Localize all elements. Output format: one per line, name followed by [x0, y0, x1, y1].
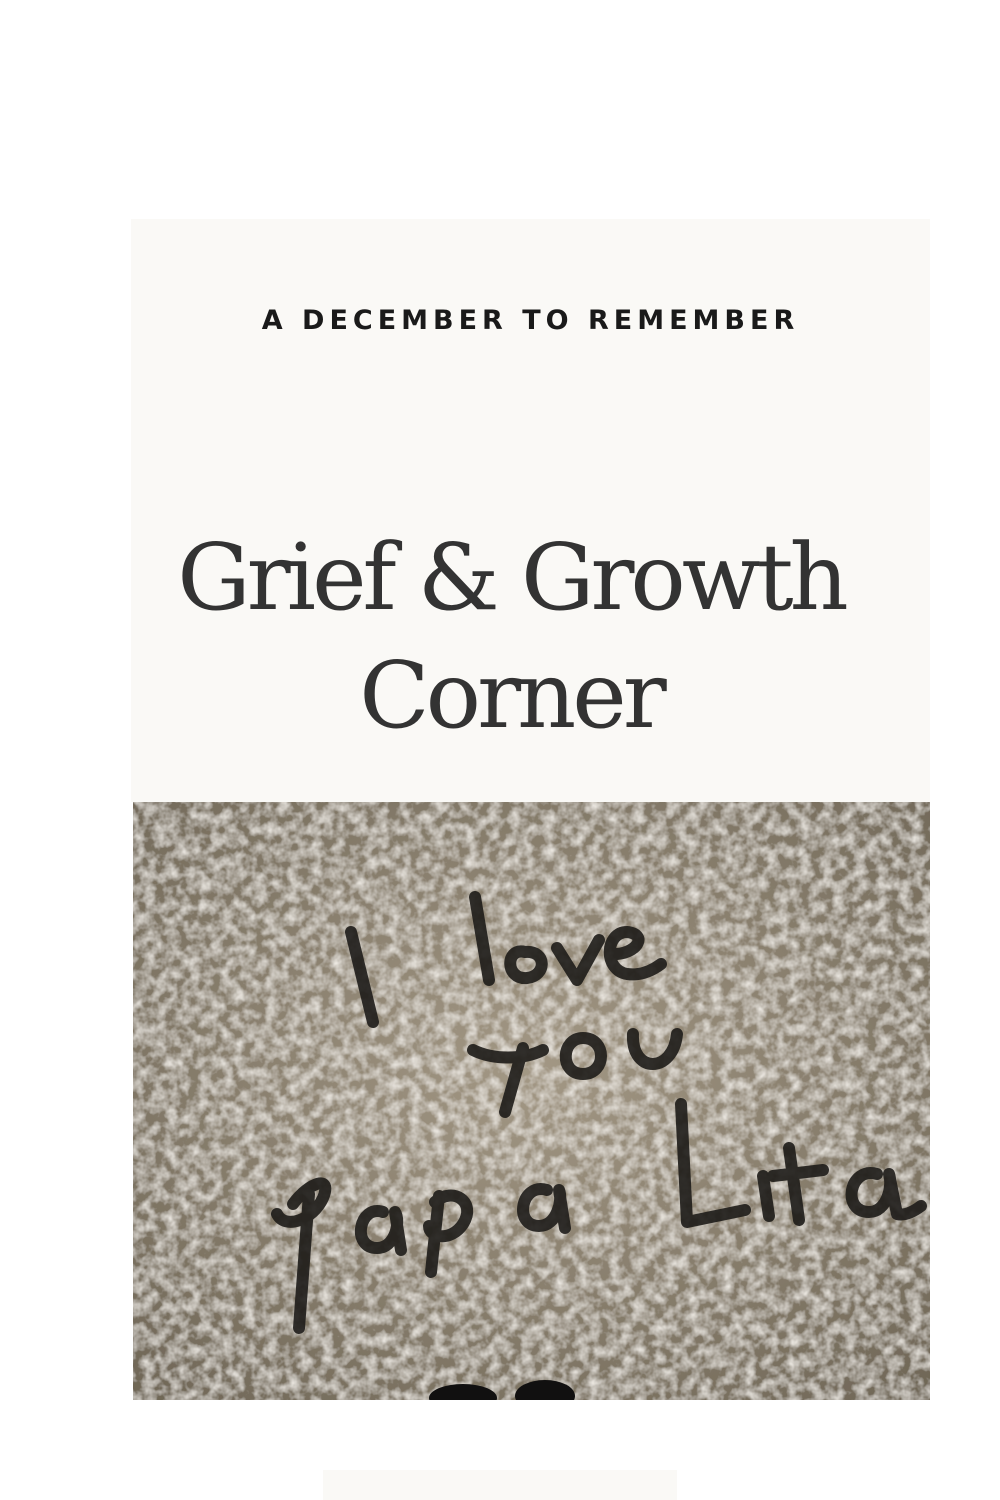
title-line-1: Grief & Growth	[177, 524, 845, 631]
title-card	[131, 219, 930, 802]
snow-photo-graphic	[133, 802, 930, 1400]
stroke-letter-p2-stem	[431, 1196, 439, 1272]
stroke-letter-i2	[763, 1176, 769, 1216]
page-title	[131, 519, 891, 755]
title-line-2: Corner	[359, 642, 663, 749]
snow-handwriting-photo	[133, 802, 930, 1400]
bottom-tab-decoration	[323, 1470, 677, 1500]
eyebrow-heading: A DECEMBER TO REMEMBER	[261, 305, 800, 336]
